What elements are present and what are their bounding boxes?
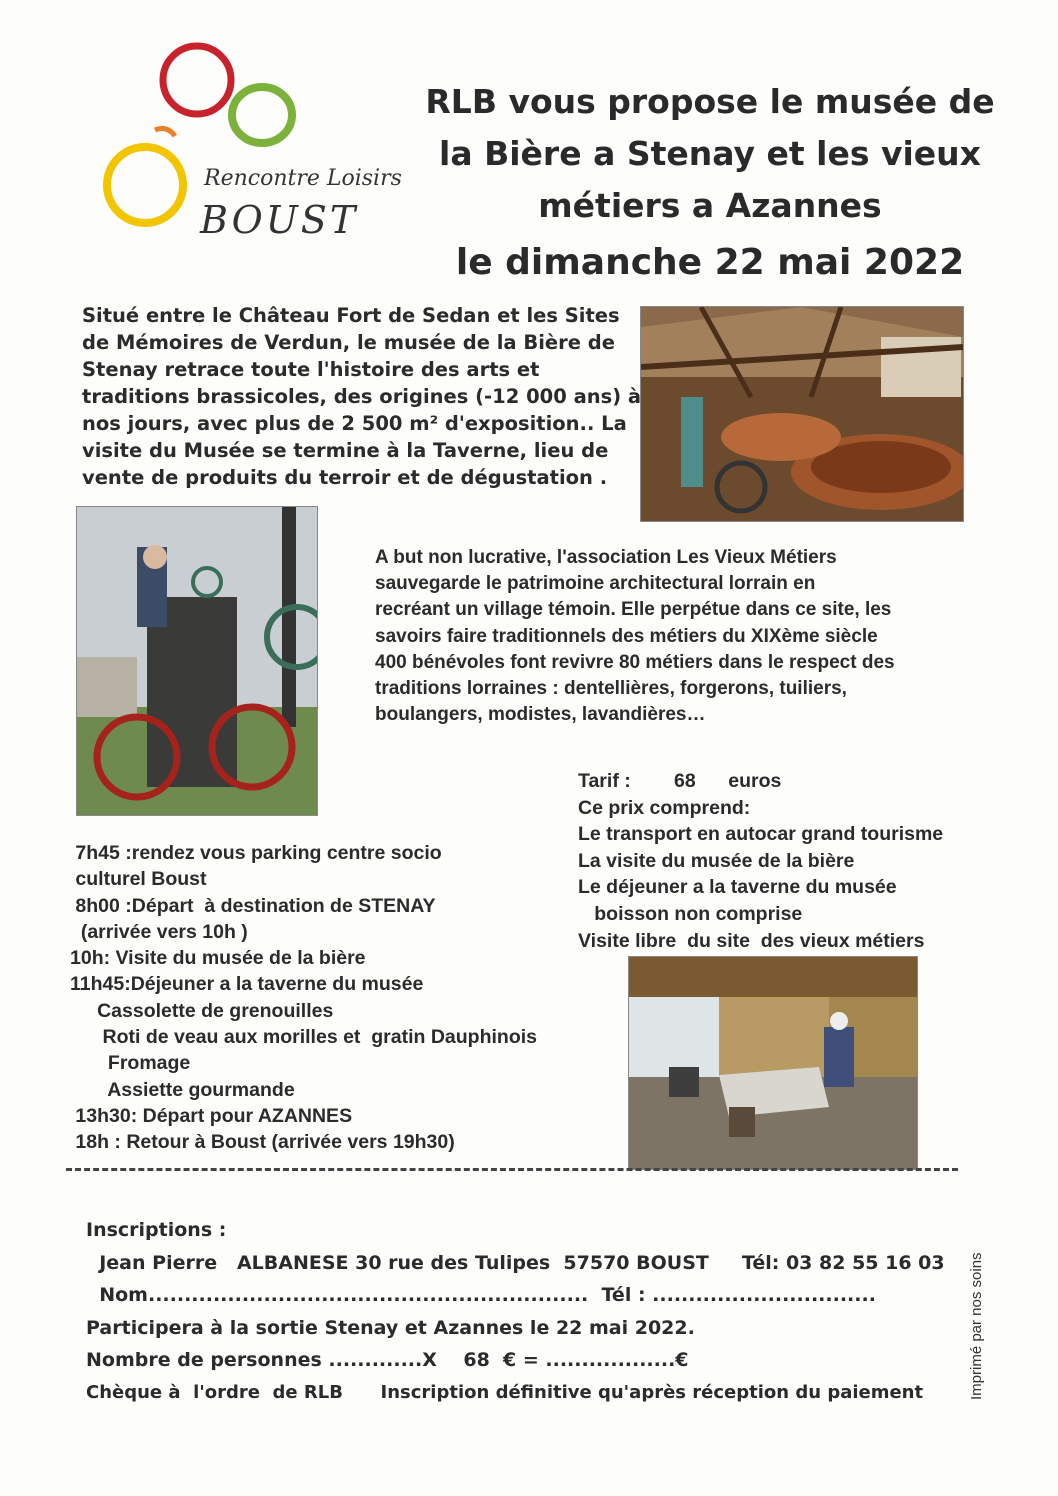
schedule-line: 13h30: Départ pour AZANNES bbox=[70, 1104, 353, 1127]
price-line: Le déjeuner a la taverne du musée bbox=[578, 876, 897, 899]
schedule-line: (arrivée vers 10h ) bbox=[70, 920, 248, 943]
green-circle bbox=[232, 87, 292, 143]
contact-line: Jean Pierre ALBANESE 30 rue des Tulipes 57570 BOUST Tél: 03 82 55 16 03 bbox=[86, 1251, 945, 1274]
schedule-line: Fromage bbox=[70, 1052, 191, 1075]
intro-paragraph bbox=[82, 302, 642, 491]
text-line: vente de produits du terroir et de dégustation . bbox=[82, 466, 608, 489]
schedule bbox=[70, 840, 630, 1156]
association-paragraph bbox=[375, 545, 1015, 728]
text-line: 400 bénévoles font revivre 80 métiers dans le respect des bbox=[375, 651, 895, 673]
schedule-line: Roti de veau aux morilles et gratin Dauphinois bbox=[70, 1026, 538, 1049]
price-line: La visite du musée de la bière bbox=[578, 849, 855, 872]
text-line: nos jours, avec plus de 2 500 m² d'exposition.. La bbox=[82, 412, 627, 435]
side-note: Imprimé par nos soins bbox=[968, 1252, 985, 1400]
orange-arc bbox=[155, 128, 175, 136]
cheque-line: Chèque à l'ordre de RLB Inscription définitive qu'après réception du paiement bbox=[86, 1381, 924, 1403]
text-line: traditions brassicoles, des origines (-12 000 ans) à bbox=[82, 385, 642, 408]
logo-text-line1: Rencontre Loisirs bbox=[204, 166, 402, 191]
name-phone-field: Nom............................................................. Tél : ............................... bbox=[86, 1284, 876, 1306]
text-line: A but non lucrative, l'association Les Vieux Métiers bbox=[375, 547, 837, 568]
price-line: boisson non comprise bbox=[578, 902, 803, 925]
schedule-line: 8h00 :Départ à destination de STENAY bbox=[70, 894, 436, 917]
text-line: Stenay retrace toute l'histoire des arts et bbox=[82, 358, 540, 381]
text-line: Situé entre le Château Fort de Sedan et les Sites bbox=[82, 304, 620, 327]
title-line: RLB vous propose le musée de bbox=[425, 82, 995, 121]
red-circle bbox=[163, 46, 231, 114]
text-line: de Mémoires de Verdun, le musée de la Bière de bbox=[82, 331, 615, 354]
price-line: Tarif : 68 euros bbox=[578, 770, 782, 792]
cut-line-divider bbox=[66, 1168, 958, 1171]
participation-line: Participera à la sortie Stenay et Azannes le 22 mai 2022. bbox=[86, 1316, 695, 1339]
price-info bbox=[578, 768, 1018, 954]
schedule-line: culturel Boust bbox=[70, 868, 207, 891]
page-title bbox=[400, 76, 1020, 232]
logo-text-line2: BOUST bbox=[200, 198, 359, 242]
text-line: sauvegarde le patrimoine architectural lorrain en bbox=[375, 573, 816, 595]
price-line: Le transport en autocar grand tourisme bbox=[578, 823, 944, 846]
text-line: savoirs faire traditionnels des métiers du XIXème siècle bbox=[375, 625, 878, 647]
text-line: traditions lorraines : dentellières, forgerons, tuiliers, bbox=[375, 678, 847, 700]
registration-form bbox=[86, 1214, 986, 1409]
title-line: la Bière a Stenay et les vieux bbox=[439, 134, 981, 173]
registration-title: Inscriptions : bbox=[86, 1219, 227, 1241]
schedule-line: 7h45 :rendez vous parking centre socio bbox=[70, 842, 442, 864]
price-line: Ce prix comprend: bbox=[578, 796, 751, 819]
schedule-line: 10h: Visite du musée de la bière bbox=[70, 947, 366, 970]
lavoir-photo bbox=[628, 956, 918, 1170]
schedule-line: Assiette gourmande bbox=[70, 1078, 295, 1101]
people-count-field: Nombre de personnes .............X 68 € = ..................€ bbox=[86, 1349, 689, 1371]
event-date: le dimanche 22 mai 2022 bbox=[455, 242, 965, 283]
yellow-circle bbox=[107, 147, 183, 223]
brewery-photo bbox=[640, 306, 964, 522]
text-line: visite du Musée se termine à la Taverne, lieu de bbox=[82, 439, 609, 462]
schedule-line: 18h : Retour à Boust (arrivée vers 19h30) bbox=[70, 1131, 455, 1154]
text-line: boulangers, modistes, lavandières… bbox=[375, 704, 706, 726]
text-line: recréant un village témoin. Elle perpétue dans ce site, les bbox=[375, 599, 892, 621]
schedule-line: Cassolette de grenouilles bbox=[70, 999, 334, 1022]
price-line: Visite libre du site des vieux métiers bbox=[578, 929, 925, 952]
title-line: métiers a Azannes bbox=[538, 186, 882, 225]
schedule-line: 11h45:Déjeuner a la taverne du musée bbox=[70, 973, 424, 996]
steam-engine-photo bbox=[76, 506, 318, 816]
